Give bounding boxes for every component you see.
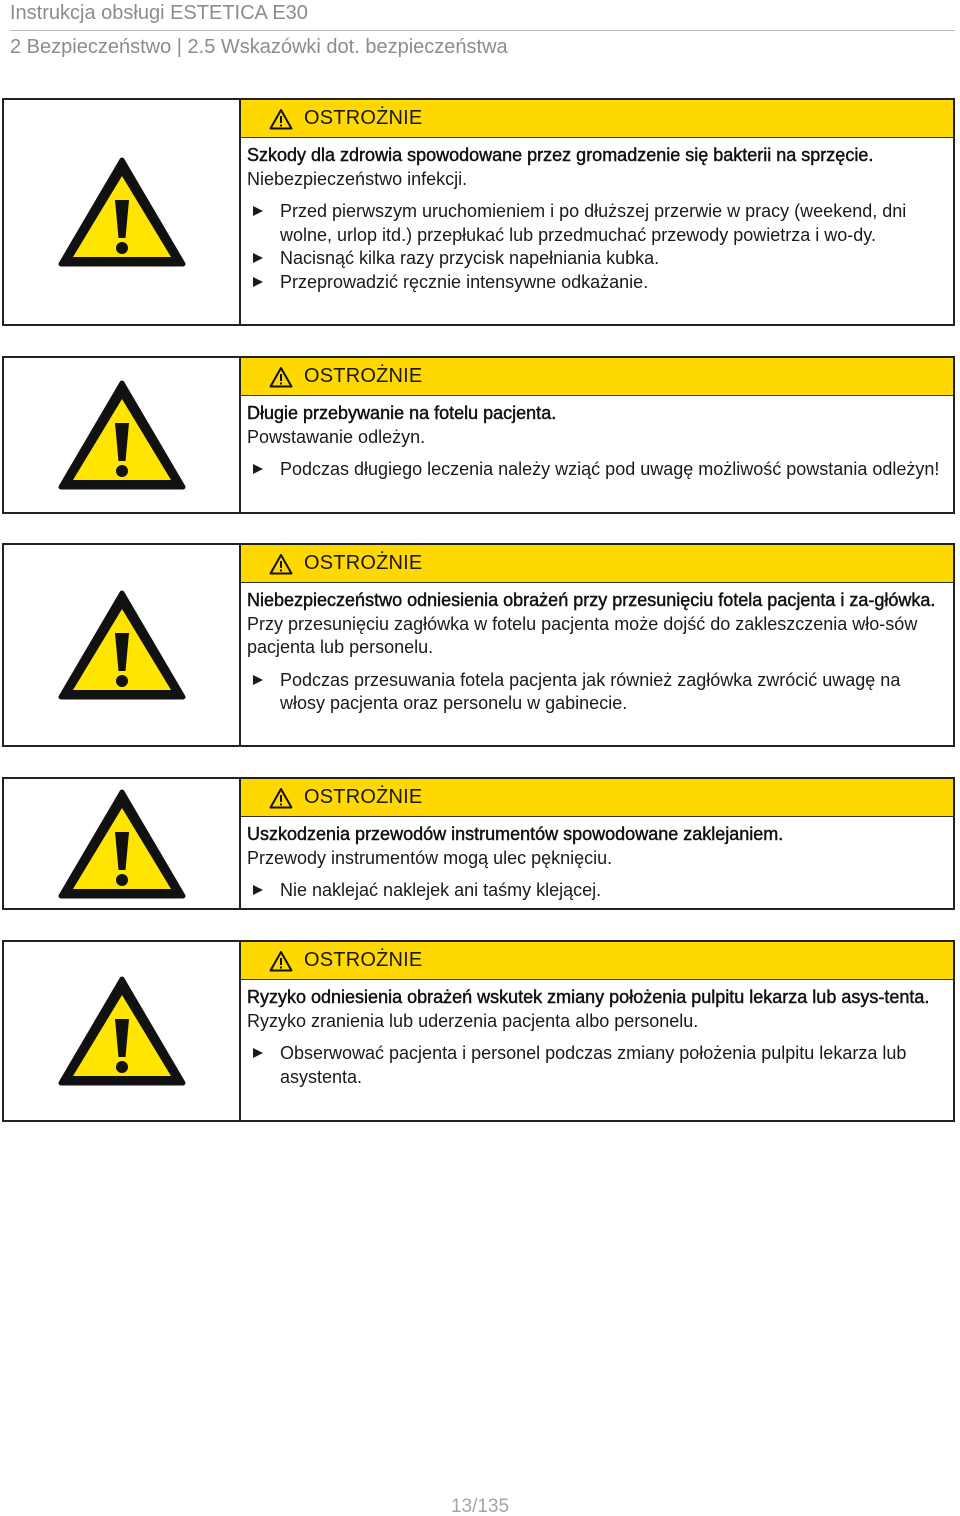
small-warning-icon: [269, 787, 293, 809]
warning-box: [2, 98, 955, 326]
hazard-consequence: Powstawanie odleżyn.: [247, 426, 426, 447]
signal-word: OSTROŻNIE: [304, 949, 423, 971]
instruction-text: Nie naklejać naklejek ani taśmy klejącej.: [280, 880, 602, 900]
breadcrumb: 2 Bezpieczeństwo | 2.5 Wskazówki dot. bezpieczeństwa: [10, 36, 508, 58]
warning-content: [241, 817, 953, 903]
header-divider: [10, 30, 955, 31]
warning-triangle-icon: [57, 975, 187, 1087]
warning-box: [2, 543, 955, 747]
warning-icon-cell: [4, 942, 239, 1120]
warning-box: [2, 777, 955, 910]
warning-triangle-icon: [57, 379, 187, 491]
warning-content: [241, 980, 953, 1089]
instruction-list: [247, 669, 943, 716]
hazard-title: Niebezpieczeństwo odniesienia obrażeń przy przesunięciu fotela pacjenta i za-główka.: [247, 590, 936, 610]
warning-icon-cell: [4, 358, 239, 512]
hazard-consequence: Ryzyko zranienia lub uderzenia pacjenta albo personelu.: [247, 1010, 699, 1031]
signal-bar: [241, 545, 953, 583]
instruction-list: [247, 200, 943, 294]
warning-body: [239, 942, 953, 1120]
instruction-list: [247, 1042, 943, 1089]
warning-triangle-icon: [57, 156, 187, 268]
warning-icon-cell: [4, 545, 239, 745]
warning-body: [239, 779, 953, 908]
instruction-item: [247, 1042, 943, 1089]
bullet-triangle-icon: [253, 277, 263, 287]
bullet-triangle-icon: [253, 1048, 263, 1058]
warning-content: [241, 138, 953, 294]
document-title: Instrukcja obsługi ESTETICA E30: [10, 2, 308, 24]
signal-word: OSTROŻNIE: [304, 365, 423, 387]
small-warning-icon: [269, 950, 293, 972]
instruction-text: Przeprowadzić ręcznie intensywne odkażanie.: [280, 271, 649, 292]
instruction-item: [247, 669, 943, 716]
instruction-text: Obserwować pacjenta i personel podczas zmiany położenia pulpitu lekarza lub asystenta.: [280, 1043, 907, 1087]
warning-icon-cell: [4, 100, 239, 324]
small-warning-icon: [269, 366, 293, 388]
instruction-item: [247, 271, 943, 295]
hazard-consequence: Przy przesunięciu zagłówka w fotelu pacjenta może dojść do zakleszczenia wło-sów pacjenta lub personelu.: [247, 613, 918, 657]
warning-body: [239, 545, 953, 745]
instruction-text: Nacisnąć kilka razy przycisk napełniania kubka.: [280, 248, 660, 268]
bullet-triangle-icon: [253, 464, 263, 474]
warning-triangle-icon: [57, 788, 187, 900]
signal-bar: [241, 358, 953, 396]
signal-word: OSTROŻNIE: [304, 786, 423, 808]
warning-triangle-icon: [57, 589, 187, 701]
bullet-triangle-icon: [253, 675, 263, 685]
signal-word: OSTROŻNIE: [304, 107, 423, 129]
instruction-list: [247, 879, 943, 903]
small-warning-icon: [269, 553, 293, 575]
signal-word: OSTROŻNIE: [304, 552, 423, 574]
page-number: 13/135: [450, 1496, 510, 1516]
hazard-title: Uszkodzenia przewodów instrumentów spowodowane zaklejaniem.: [247, 824, 784, 844]
instruction-text: Podczas przesuwania fotela pacjenta jak również zagłówka zwrócić uwagę na włosy pacjenta oraz personelu w gabinecie.: [280, 669, 901, 713]
instruction-item: [247, 200, 943, 247]
bullet-triangle-icon: [253, 206, 263, 216]
warning-body: [239, 358, 953, 512]
hazard-title: Ryzyko odniesienia obrażeń wskutek zmiany położenia pulpitu lekarza lub asys-tenta.: [247, 987, 930, 1007]
instruction-list: [247, 458, 943, 482]
warning-box: [2, 356, 955, 514]
signal-bar: [241, 100, 953, 138]
warning-body: [239, 100, 953, 324]
instruction-item: [247, 247, 943, 271]
bullet-triangle-icon: [253, 885, 263, 895]
signal-bar: [241, 942, 953, 980]
warning-content: [241, 396, 953, 482]
instruction-text: Podczas długiego leczenia należy wziąć pod uwagę możliwość powstania odleżyn!: [280, 459, 940, 479]
instruction-item: [247, 879, 943, 903]
hazard-title: Szkody dla zdrowia spowodowane przez gromadzenie się bakterii na sprzęcie.: [247, 145, 874, 165]
hazard-consequence: Przewody instrumentów mogą ulec pęknięciu.: [247, 847, 613, 868]
hazard-title: Długie przebywanie na fotelu pacjenta.: [247, 403, 557, 423]
signal-bar: [241, 779, 953, 817]
bullet-triangle-icon: [253, 253, 263, 263]
warning-box: [2, 940, 955, 1122]
instruction-text: Przed pierwszym uruchomieniem i po dłuższej przerwie w pracy (weekend, dni wolne, urlop itd.) przepłukać lub przedmuchać przewody powietrza i wo-dy.: [280, 201, 907, 245]
warning-content: [241, 583, 953, 716]
instruction-item: [247, 458, 943, 482]
hazard-consequence: Niebezpieczeństwo infekcji.: [247, 168, 468, 189]
warning-icon-cell: [4, 779, 239, 908]
small-warning-icon: [269, 108, 293, 130]
